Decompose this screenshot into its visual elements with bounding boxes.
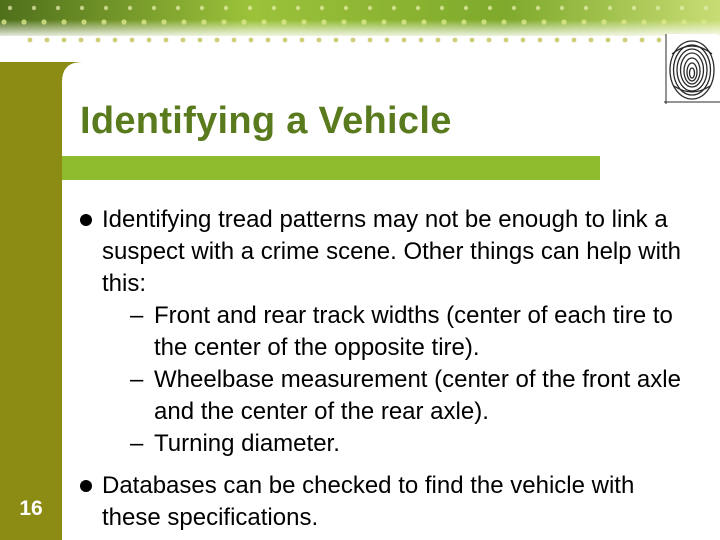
band-dot	[121, 19, 126, 24]
sub-bullet-text: Wheelbase measurement (center of the front axle and the center of the rear axle).	[154, 366, 681, 425]
band-dot	[113, 38, 118, 43]
band-dot	[416, 6, 420, 10]
band-dot	[62, 38, 67, 43]
band-dot	[261, 19, 266, 24]
band-dot	[640, 38, 645, 43]
band-dot	[249, 38, 254, 43]
band-dot	[79, 38, 84, 43]
bullet-item	[80, 470, 690, 534]
band-dot	[680, 6, 684, 10]
band-dot	[248, 6, 252, 10]
band-dot	[385, 38, 390, 43]
sub-bullet-item	[102, 300, 690, 364]
band-dot	[198, 38, 203, 43]
band-dot	[608, 6, 612, 10]
band-dot	[441, 19, 446, 24]
band-dot	[606, 38, 611, 43]
bullet-item	[80, 204, 690, 460]
band-dot	[589, 38, 594, 43]
band-dot	[512, 6, 516, 10]
band-dot	[436, 38, 441, 43]
band-dot	[32, 6, 36, 10]
band-dot	[81, 19, 86, 24]
band-dot	[281, 19, 286, 24]
band-dot	[701, 19, 706, 24]
band-dot	[317, 38, 322, 43]
band-dot	[541, 19, 546, 24]
band-dot	[470, 38, 475, 43]
band-dot	[623, 38, 628, 43]
band-dot	[561, 19, 566, 24]
top-decorative-band	[0, 0, 720, 62]
band-dot	[104, 6, 108, 10]
bullet-dot-icon	[80, 214, 92, 226]
band-dot	[101, 19, 106, 24]
band-dot	[419, 38, 424, 43]
band-dot	[241, 19, 246, 24]
band-dot	[56, 6, 60, 10]
band-dot	[401, 19, 406, 24]
band-dot	[1, 19, 6, 24]
band-dot	[321, 19, 326, 24]
band-dot	[200, 6, 204, 10]
band-dot	[572, 38, 577, 43]
band-dot	[521, 19, 526, 24]
bullet-text: Identifying tread patterns may not be enough to link a suspect with a crime scene. Other things can help with this:	[102, 206, 681, 297]
band-dot	[181, 19, 186, 24]
band-dot	[96, 38, 101, 43]
band-dot	[361, 19, 366, 24]
band-dot	[221, 19, 226, 24]
band-dot	[440, 6, 444, 10]
band-dot	[232, 38, 237, 43]
band-dot	[657, 38, 662, 43]
band-dot	[341, 19, 346, 24]
band-dot	[141, 19, 146, 24]
band-dot	[501, 19, 506, 24]
band-dot	[351, 38, 356, 43]
band-dot	[21, 19, 26, 24]
bullet-text: Databases can be checked to find the vehicle with these specifications.	[102, 472, 635, 531]
title-underline-bar	[62, 156, 600, 180]
band-dot	[656, 6, 660, 10]
band-dot	[555, 38, 560, 43]
band-dot	[521, 38, 526, 43]
band-dot	[488, 6, 492, 10]
sub-bullet-text: Turning diameter.	[154, 430, 340, 457]
band-dot	[584, 6, 588, 10]
band-dot	[538, 38, 543, 43]
band-dot	[215, 38, 220, 43]
band-dot	[28, 38, 33, 43]
dash-icon: –	[130, 430, 144, 457]
band-dot	[704, 6, 708, 10]
sub-bullet-item	[102, 364, 690, 428]
band-dot	[481, 19, 486, 24]
sub-bullet-item	[102, 428, 690, 460]
band-dot	[45, 38, 50, 43]
band-dot	[464, 6, 468, 10]
band-dot	[368, 38, 373, 43]
band-dot	[272, 6, 276, 10]
band-dot	[224, 6, 228, 10]
slide-body	[80, 204, 690, 534]
band-dot	[402, 38, 407, 43]
slide-title: Identifying a Vehicle	[80, 100, 452, 142]
band-dot	[504, 38, 509, 43]
left-accent-bar	[0, 62, 62, 540]
band-dot	[8, 6, 12, 10]
band-dot	[41, 19, 46, 24]
band-dot	[147, 38, 152, 43]
band-dot	[621, 19, 626, 24]
band-dot	[632, 6, 636, 10]
band-dot	[334, 38, 339, 43]
band-dot	[161, 19, 166, 24]
corner-curve	[62, 62, 82, 82]
dash-icon: –	[130, 302, 144, 329]
band-dot	[641, 19, 646, 24]
band-dot	[283, 38, 288, 43]
band-dot	[581, 19, 586, 24]
band-dot	[344, 6, 348, 10]
band-dot	[266, 38, 271, 43]
band-dot	[61, 19, 66, 24]
fingerprint-icon	[664, 34, 720, 104]
band-dot	[296, 6, 300, 10]
slide-number: 16	[19, 497, 43, 520]
band-dot	[453, 38, 458, 43]
band-dot	[368, 6, 372, 10]
band-dot	[681, 19, 686, 24]
band-dot	[560, 6, 564, 10]
band-dot	[421, 19, 426, 24]
band-dot	[601, 19, 606, 24]
band-dot	[181, 38, 186, 43]
band-dot	[536, 6, 540, 10]
band-dot	[201, 19, 206, 24]
band-dot	[176, 6, 180, 10]
band-dot	[661, 19, 666, 24]
band-dot	[381, 19, 386, 24]
band-dot	[461, 19, 466, 24]
dash-icon: –	[130, 366, 144, 393]
sub-bullet-text: Front and rear track widths (center of each tire to the center of the opposite tire).	[154, 302, 673, 361]
band-dot	[164, 38, 169, 43]
band-dot	[152, 6, 156, 10]
band-dot	[300, 38, 305, 43]
band-dot	[487, 38, 492, 43]
band-dot	[392, 6, 396, 10]
band-dot	[128, 6, 132, 10]
band-dot	[301, 19, 306, 24]
band-dot	[80, 6, 84, 10]
band-dot	[130, 38, 135, 43]
band-dot	[320, 6, 324, 10]
bullet-dot-icon	[80, 480, 92, 492]
